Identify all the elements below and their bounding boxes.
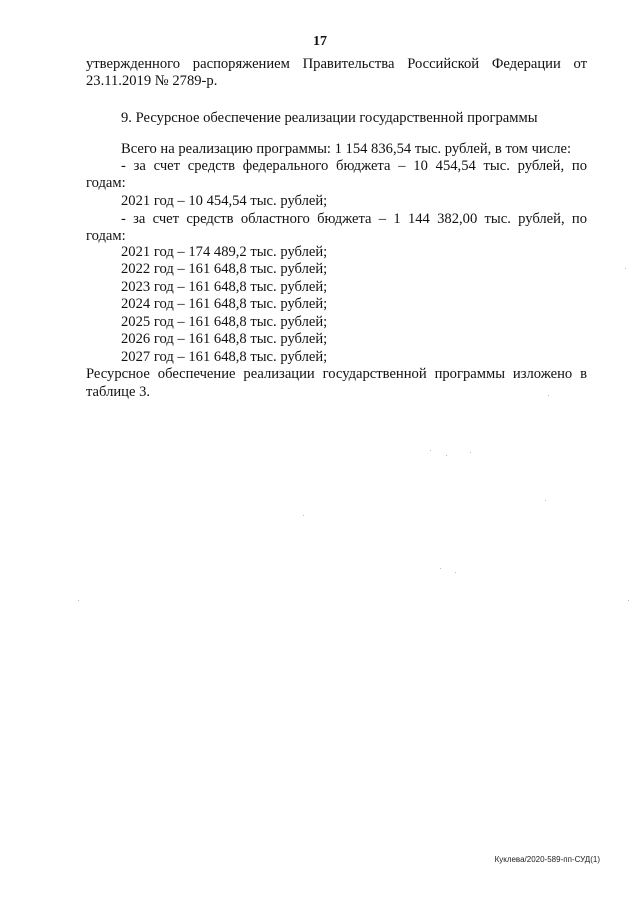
regional-budget-line: годам: bbox=[86, 228, 126, 244]
regional-budget-line: - за счет средств областного бюджета – 1 144 382,00 тыс. рублей, по bbox=[121, 211, 587, 227]
scan-speck bbox=[545, 500, 546, 501]
regional-year-line: 2027 год – 161 648,8 тыс. рублей; bbox=[121, 349, 328, 365]
regional-year-line: 2024 год – 161 648,8 тыс. рублей; bbox=[121, 296, 328, 312]
regional-year-line: 2022 год – 161 648,8 тыс. рублей; bbox=[121, 261, 328, 277]
total-funding-line: Всего на реализацию программы: 1 154 836,54 тыс. рублей, в том числе: bbox=[121, 141, 572, 157]
regional-year-line: 2025 год – 161 648,8 тыс. рублей; bbox=[121, 314, 328, 330]
regional-year-line: 2026 год – 161 648,8 тыс. рублей; bbox=[121, 331, 328, 347]
document-footer-code: Куклева/2020-589-пп-СУД(1) bbox=[494, 855, 600, 864]
scan-speck bbox=[625, 268, 626, 269]
federal-year-line: 2021 год – 10 454,54 тыс. рублей; bbox=[121, 193, 328, 209]
scan-speck bbox=[78, 600, 79, 601]
scan-speck bbox=[548, 395, 549, 396]
regional-year-line: 2021 год – 174 489,2 тыс. рублей; bbox=[121, 244, 328, 260]
scan-speck bbox=[430, 450, 431, 451]
section-heading: 9. Ресурсное обеспечение реализации государственной программы bbox=[121, 110, 538, 126]
scan-speck bbox=[440, 568, 441, 569]
paragraph-line: 23.11.2019 № 2789-р. bbox=[86, 73, 218, 89]
regional-year-line: 2023 год – 161 648,8 тыс. рублей; bbox=[121, 279, 328, 295]
paragraph-line: утвержденного распоряжением Правительства Российской Федерации от bbox=[86, 56, 587, 72]
scan-speck bbox=[446, 455, 447, 456]
scan-speck bbox=[303, 515, 304, 516]
closing-line: таблице 3. bbox=[86, 384, 151, 400]
scan-speck bbox=[470, 452, 471, 453]
closing-line: Ресурсное обеспечение реализации государственной программы изложено в bbox=[86, 366, 587, 382]
page-number: 17 bbox=[313, 34, 327, 49]
scan-speck bbox=[628, 600, 629, 601]
scan-speck bbox=[455, 572, 456, 573]
federal-budget-line: - за счет средств федерального бюджета – 10 454,54 тыс. рублей, по bbox=[121, 158, 587, 174]
federal-budget-line: годам: bbox=[86, 175, 126, 191]
